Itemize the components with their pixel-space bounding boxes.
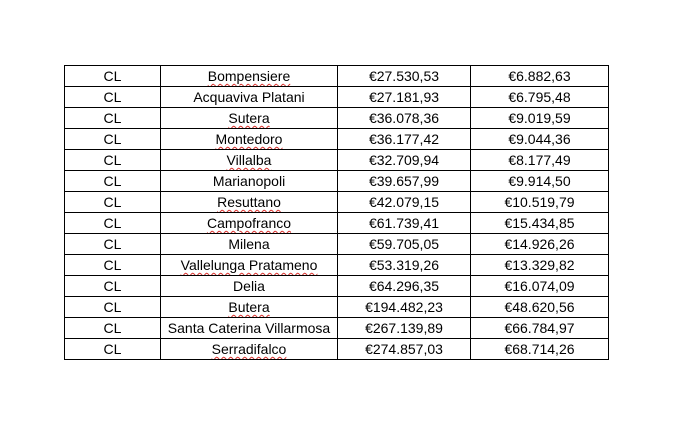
amount1-cell: €59.705,05 <box>338 234 471 255</box>
province-cell: CL <box>65 108 161 129</box>
table-body <box>65 66 609 360</box>
table-row <box>65 108 609 129</box>
amount2-cell: €8.177,49 <box>471 150 609 171</box>
province-cell: CL <box>65 318 161 339</box>
amount2-cell: €48.620,56 <box>471 297 609 318</box>
amount2-cell: €6.882,63 <box>471 66 609 87</box>
municipality-name: Santa Caterina Villarmosa <box>167 320 331 336</box>
province-cell: CL <box>65 192 161 213</box>
municipality-name: Villalba <box>226 152 272 168</box>
province-cell: CL <box>65 339 161 360</box>
amount2-cell: €6.795,48 <box>471 87 609 108</box>
table-row <box>65 297 609 318</box>
province-cell: CL <box>65 66 161 87</box>
municipality-name: Acquaviva Platani <box>193 89 305 105</box>
municipality-name: Butera <box>228 299 270 315</box>
amount2-cell: €14.926,26 <box>471 234 609 255</box>
municipality-name: Campofranco <box>206 215 292 231</box>
amount2-cell: €15.434,85 <box>471 213 609 234</box>
amount1-cell: €39.657,99 <box>338 171 471 192</box>
amount2-cell: €9.044,36 <box>471 129 609 150</box>
table-row <box>65 213 609 234</box>
municipality-cell <box>161 150 338 171</box>
municipality-cell <box>161 192 338 213</box>
document-table-container <box>64 65 609 360</box>
table-row <box>65 192 609 213</box>
province-cell: CL <box>65 213 161 234</box>
amount1-cell: €27.181,93 <box>338 87 471 108</box>
municipality-name: Sutera <box>228 110 270 126</box>
amount2-cell: €66.784,97 <box>471 318 609 339</box>
municipality-cell <box>161 171 338 192</box>
municipality-cell <box>161 234 338 255</box>
table-row <box>65 87 609 108</box>
amount1-cell: €274.857,03 <box>338 339 471 360</box>
municipality-cell <box>161 297 338 318</box>
municipality-cell <box>161 213 338 234</box>
municipality-name: Bompensiere <box>207 68 291 84</box>
municipality-cell <box>161 66 338 87</box>
municipality-name: Marianopoli <box>212 173 286 189</box>
table-row <box>65 255 609 276</box>
amount1-cell: €36.078,36 <box>338 108 471 129</box>
province-cell: CL <box>65 255 161 276</box>
table-row <box>65 129 609 150</box>
municipality-amounts-table <box>64 65 609 360</box>
municipality-name: Resuttano <box>217 194 281 210</box>
amount1-cell: €36.177,42 <box>338 129 471 150</box>
municipality-name: Delia <box>233 278 265 294</box>
amount2-cell: €10.519,79 <box>471 192 609 213</box>
province-cell: CL <box>65 276 161 297</box>
table-row <box>65 171 609 192</box>
table-row <box>65 66 609 87</box>
municipality-name: Milena <box>228 236 270 252</box>
province-cell: CL <box>65 234 161 255</box>
amount2-cell: €68.714,26 <box>471 339 609 360</box>
municipality-cell <box>161 276 338 297</box>
amount1-cell: €61.739,41 <box>338 213 471 234</box>
amount1-cell: €53.319,26 <box>338 255 471 276</box>
amount2-cell: €16.074,09 <box>471 276 609 297</box>
municipality-name: Serradifalco <box>211 341 287 357</box>
amount1-cell: €27.530,53 <box>338 66 471 87</box>
amount2-cell: €13.329,82 <box>471 255 609 276</box>
province-cell: CL <box>65 171 161 192</box>
municipality-cell <box>161 318 338 339</box>
amount1-cell: €64.296,35 <box>338 276 471 297</box>
province-cell: CL <box>65 129 161 150</box>
municipality-name: Montedoro <box>215 131 283 147</box>
province-cell: CL <box>65 87 161 108</box>
amount2-cell: €9.914,50 <box>471 171 609 192</box>
municipality-cell <box>161 339 338 360</box>
table-row <box>65 234 609 255</box>
municipality-cell <box>161 108 338 129</box>
table-row <box>65 276 609 297</box>
province-cell: CL <box>65 297 161 318</box>
amount1-cell: €42.079,15 <box>338 192 471 213</box>
amount1-cell: €194.482,23 <box>338 297 471 318</box>
province-cell: CL <box>65 150 161 171</box>
municipality-name: Vallelunga Pratameno <box>180 257 318 273</box>
amount1-cell: €32.709,94 <box>338 150 471 171</box>
municipality-cell <box>161 129 338 150</box>
table-row <box>65 150 609 171</box>
table-row <box>65 339 609 360</box>
table-row <box>65 318 609 339</box>
amount2-cell: €9.019,59 <box>471 108 609 129</box>
municipality-cell <box>161 87 338 108</box>
municipality-cell <box>161 255 338 276</box>
amount1-cell: €267.139,89 <box>338 318 471 339</box>
